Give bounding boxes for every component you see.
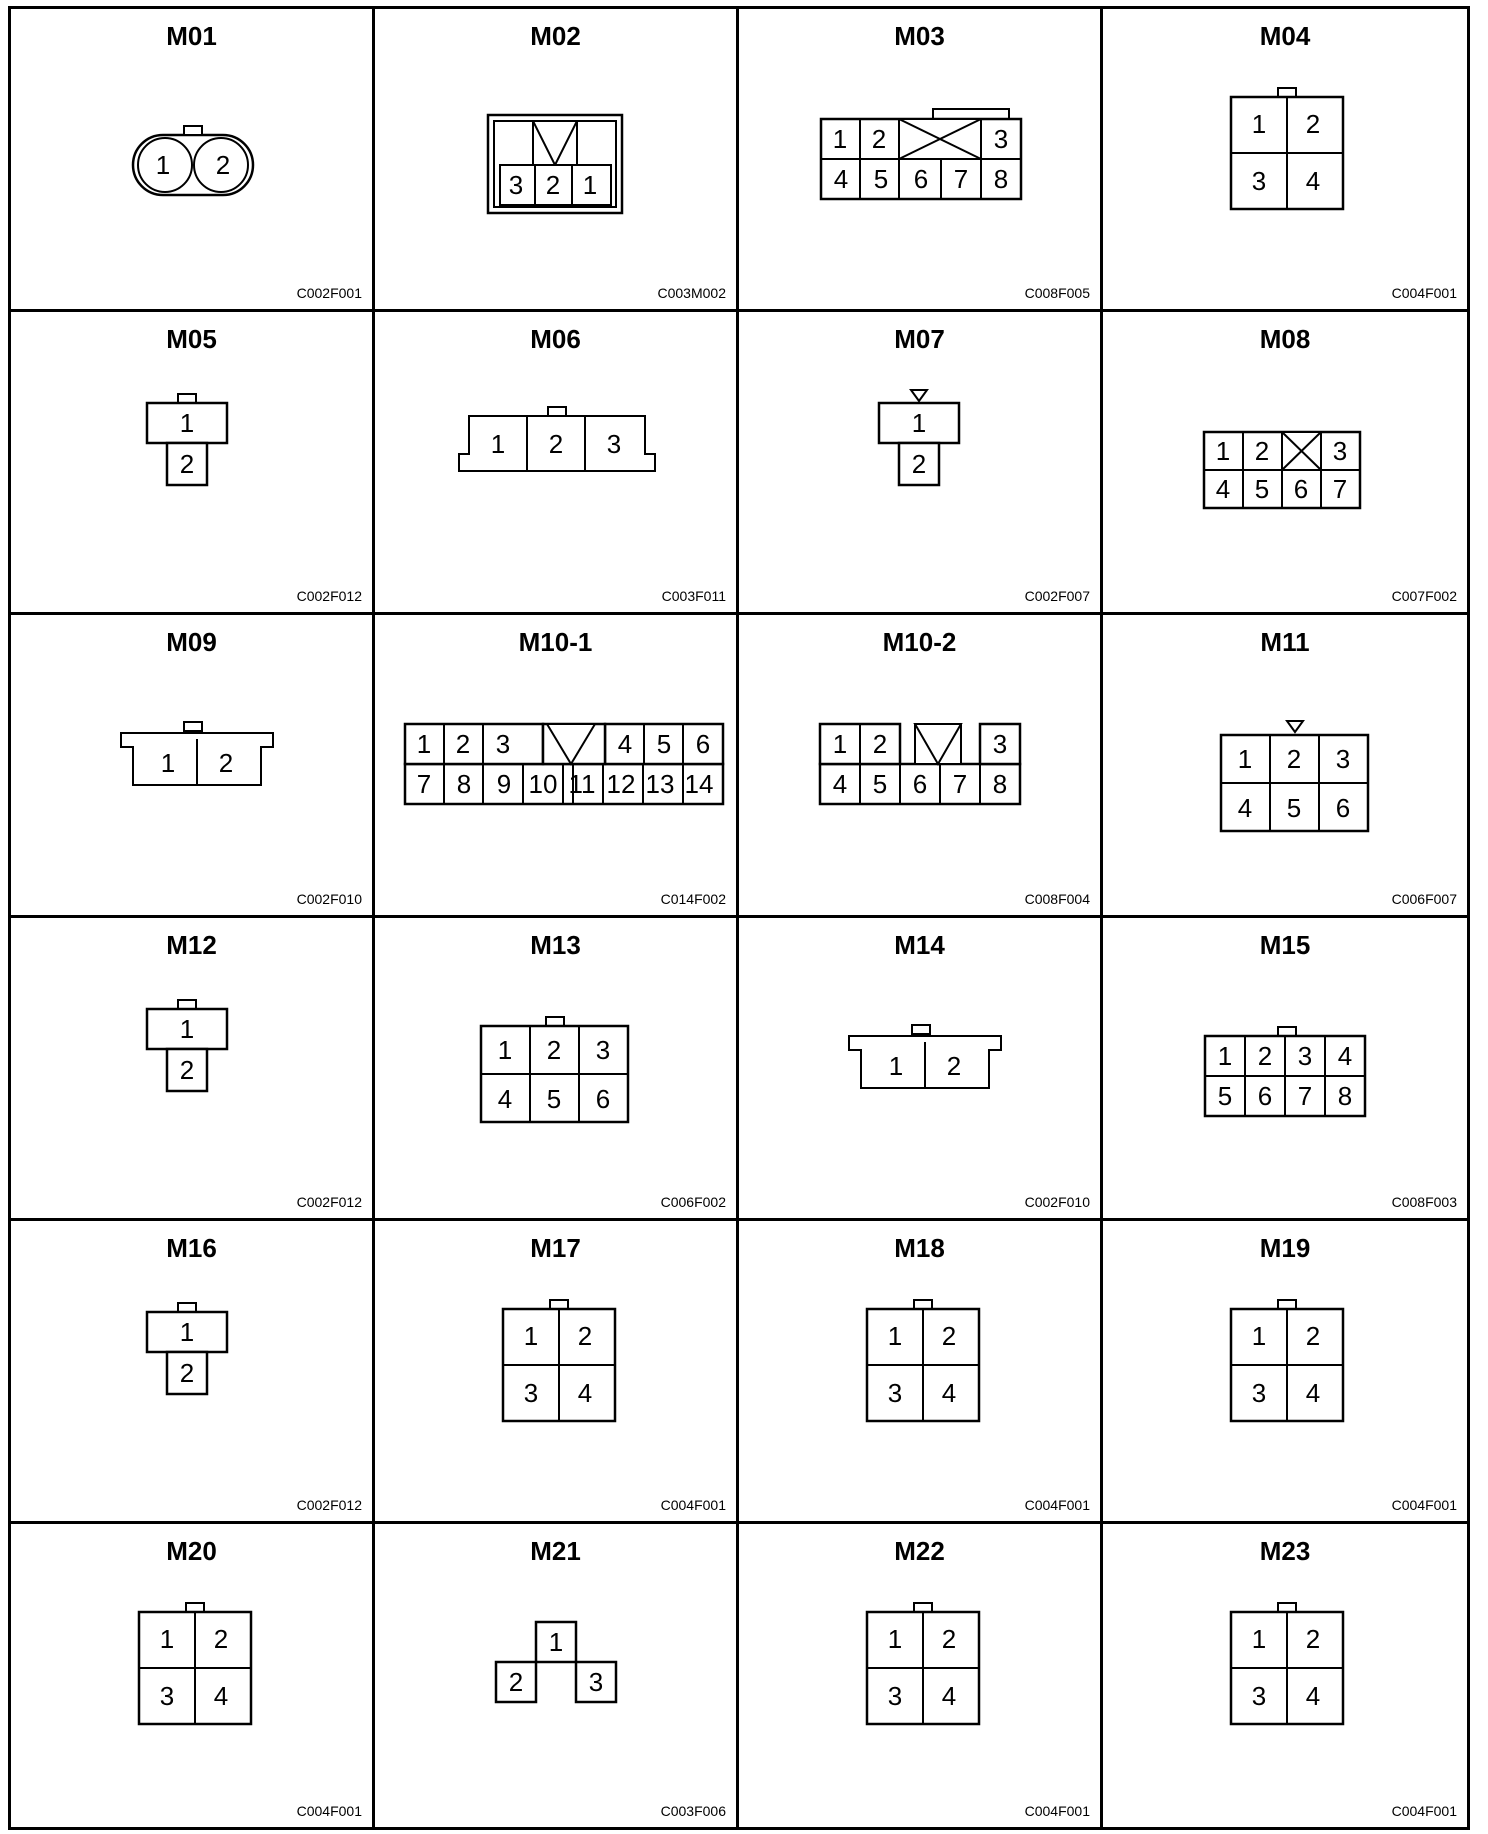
connector-face-diagram	[375, 1564, 735, 1764]
connector-part-code: C002F012	[296, 588, 362, 604]
pin-number: 1	[911, 408, 927, 438]
pin-number: 5	[1217, 1081, 1233, 1111]
pin-number: 1	[887, 1624, 903, 1654]
latch-tab	[184, 126, 202, 135]
connector-face-diagram	[11, 958, 371, 1158]
pin-number: 1	[416, 729, 432, 759]
pin-number: 4	[833, 164, 849, 194]
connector-part-code: C004F001	[660, 1497, 726, 1513]
pin-number: 2	[1286, 744, 1302, 774]
latch-triangle	[911, 390, 927, 401]
connector-cell-m03	[739, 9, 1103, 312]
pin-number: 4	[577, 1378, 593, 1408]
connector-face-diagram	[739, 1564, 1099, 1764]
pin-number: 3	[508, 170, 524, 200]
pin-number: 2	[1305, 1624, 1321, 1654]
connector-face-diagram	[1103, 1261, 1463, 1461]
connector-part-code: C007F002	[1391, 588, 1457, 604]
connector-cell-m19	[1103, 1221, 1467, 1524]
pin-number: 6	[595, 1084, 611, 1114]
pin-number: 3	[1332, 436, 1348, 466]
pin-number: 5	[546, 1084, 562, 1114]
pin-number: 4	[1215, 474, 1231, 504]
connector-face-diagram	[375, 958, 735, 1158]
pin-number: 7	[1332, 474, 1348, 504]
pin-number: 3	[887, 1378, 903, 1408]
pin-number: 8	[992, 769, 1008, 799]
pin-number: 2	[548, 429, 564, 459]
pin-number: 2	[911, 449, 927, 479]
connector-id: M23	[1259, 1536, 1311, 1566]
pin-number: 6	[1335, 793, 1351, 823]
pin-number: 3	[495, 729, 511, 759]
connector-id: M17	[530, 1233, 581, 1263]
pin-number: 13	[645, 769, 675, 799]
pin-number: 3	[1297, 1041, 1313, 1071]
latch-tab	[548, 407, 566, 416]
connector-face-diagram	[739, 49, 1099, 249]
pin-number: 3	[1335, 744, 1351, 774]
pin-number: 1	[490, 429, 506, 459]
latch-tab	[1278, 88, 1296, 97]
pin-number: 1	[179, 1014, 195, 1044]
pin-number: 2	[1257, 1041, 1273, 1071]
connector-face-diagram	[11, 1564, 371, 1764]
connector-face-diagram	[375, 49, 735, 249]
connector-id: M10-1	[518, 627, 593, 657]
pin-number: 4	[617, 729, 633, 759]
latch-tab	[914, 1603, 932, 1612]
connector-face-diagram	[375, 1261, 735, 1461]
connector-part-code: C004F001	[1391, 1803, 1457, 1819]
pin-number: 9	[496, 769, 512, 799]
pin-number: 2	[546, 1035, 562, 1065]
connector-part-code: C002F001	[296, 285, 362, 301]
connector-part-code: C002F012	[296, 1194, 362, 1210]
connector-cell-m10-2	[739, 615, 1103, 918]
connector-part-code: C014F002	[660, 891, 726, 907]
pin-number: 1	[1237, 744, 1253, 774]
pin-number: 1	[160, 748, 176, 778]
connector-cell-m12	[11, 918, 375, 1221]
pin-number: 5	[656, 729, 672, 759]
connector-id: M06	[530, 324, 581, 354]
connector-cell-m08	[1103, 312, 1467, 615]
pin-number: 2	[946, 1051, 962, 1081]
pin-number: 3	[1251, 1378, 1267, 1408]
connector-part-code: C002F010	[296, 891, 362, 907]
pin-number: 1	[155, 150, 171, 180]
connector-face-diagram	[1103, 352, 1463, 552]
pin-number: 14	[684, 769, 714, 799]
connector-part-code: C002F010	[1024, 1194, 1090, 1210]
pin-number: 3	[588, 1667, 604, 1697]
pin-number: 6	[912, 769, 928, 799]
pin-number: 1	[1251, 109, 1267, 139]
pin-number: 5	[1286, 793, 1302, 823]
connector-cell-m11	[1103, 615, 1467, 918]
connector-part-code: C006F002	[660, 1194, 726, 1210]
pin-number: 2	[1305, 109, 1321, 139]
pin-number: 7	[952, 769, 968, 799]
pin-number: 1	[179, 408, 195, 438]
connector-id: M02	[530, 21, 581, 51]
pin-number: 4	[1305, 166, 1321, 196]
pin-number: 6	[695, 729, 711, 759]
pin-number: 1	[1215, 436, 1231, 466]
connector-id: M15	[1259, 930, 1311, 960]
connector-id: M09	[166, 627, 217, 657]
pin-number: 4	[941, 1378, 957, 1408]
pin-number: 2	[215, 150, 231, 180]
connector-cell-m04	[1103, 9, 1467, 312]
pin-number: 5	[1254, 474, 1270, 504]
connector-cell-m18	[739, 1221, 1103, 1524]
latch-tab	[178, 394, 196, 403]
pin-number: 3	[887, 1681, 903, 1711]
pin-number: 1	[159, 1624, 175, 1654]
connector-id: M13	[530, 930, 581, 960]
pin-number: 2	[179, 449, 195, 479]
pin-number: 1	[582, 170, 598, 200]
connector-cell-m05	[11, 312, 375, 615]
pin-number: 1	[497, 1035, 513, 1065]
pin-number: 4	[213, 1681, 229, 1711]
connector-cell-m23	[1103, 1524, 1467, 1827]
connector-cell-m21	[375, 1524, 739, 1827]
pin-number: 4	[1337, 1041, 1353, 1071]
connector-id: M12	[166, 930, 217, 960]
connector-id: M01	[166, 21, 217, 51]
connector-part-code: C006F007	[1391, 891, 1457, 907]
pin-number: 3	[523, 1378, 539, 1408]
latch-tab	[1278, 1603, 1296, 1612]
pin-number: 1	[523, 1321, 539, 1351]
connector-face-diagram	[739, 958, 1099, 1158]
pin-number: 2	[508, 1667, 524, 1697]
pin-number: 1	[1251, 1624, 1267, 1654]
pin-number: 1	[548, 1627, 564, 1657]
pin-number: 12	[606, 769, 636, 799]
connector-cell-m22	[739, 1524, 1103, 1827]
pin-number: 1	[832, 729, 848, 759]
connector-id: M08	[1259, 324, 1311, 354]
pin-number: 4	[497, 1084, 513, 1114]
latch-tab	[186, 1603, 204, 1612]
latch-tab	[914, 1300, 932, 1309]
connector-part-code: C004F001	[296, 1803, 362, 1819]
connector-id: M14	[894, 930, 945, 960]
connector-part-code: C004F001	[1391, 1497, 1457, 1513]
pin-number: 1	[1217, 1041, 1233, 1071]
connector-cell-m17	[375, 1221, 739, 1524]
connector-cell-m20	[11, 1524, 375, 1827]
pin-number: 4	[1305, 1378, 1321, 1408]
pin-number: 5	[872, 769, 888, 799]
connector-face-diagram	[1103, 655, 1463, 855]
connector-face-diagram	[11, 352, 371, 552]
pin-number: 5	[873, 164, 889, 194]
connector-grid	[8, 6, 1470, 1830]
connector-face-diagram	[739, 352, 1099, 552]
connector-id: M16	[166, 1233, 217, 1263]
pin-number: 1	[179, 1317, 195, 1347]
pin-number: 7	[1297, 1081, 1313, 1111]
connector-cell-m10-1	[375, 615, 739, 918]
connector-cell-m16	[11, 1221, 375, 1524]
connector-part-code: C004F001	[1024, 1803, 1090, 1819]
latch-triangle	[1287, 721, 1303, 732]
connector-cell-m09	[11, 615, 375, 918]
pin-number: 4	[832, 769, 848, 799]
pin-number: 1	[1251, 1321, 1267, 1351]
connector-cell-m02	[375, 9, 739, 312]
connector-part-code: C004F001	[1024, 1497, 1090, 1513]
pin-number: 2	[941, 1321, 957, 1351]
pin-number: 6	[1293, 474, 1309, 504]
pin-number: 2	[455, 729, 471, 759]
pin-number: 2	[577, 1321, 593, 1351]
pin-number: 1	[832, 124, 848, 154]
latch-tab	[1278, 1027, 1296, 1036]
connector-part-code: C003F011	[661, 588, 726, 604]
connector-part-code: C008F003	[1391, 1194, 1457, 1210]
pin-number: 2	[1254, 436, 1270, 466]
pin-number: 6	[913, 164, 929, 194]
connector-id: M03	[894, 21, 945, 51]
pin-number: 2	[871, 124, 887, 154]
pin-number: 3	[992, 729, 1008, 759]
pin-number: 3	[606, 429, 622, 459]
connector-id: M19	[1259, 1233, 1311, 1263]
pin-number: 2	[179, 1055, 195, 1085]
pin-number: 2	[941, 1624, 957, 1654]
connector-face-diagram	[739, 655, 1099, 855]
connector-part-code: C003F006	[660, 1803, 726, 1819]
pin-number: 7	[416, 769, 432, 799]
latch-tab	[912, 1025, 930, 1034]
connector-face-diagram	[1103, 1564, 1463, 1764]
connector-id: M05	[166, 324, 217, 354]
pin-number: 3	[993, 124, 1009, 154]
connector-id: M04	[1259, 21, 1311, 51]
connector-face-diagram	[739, 1261, 1099, 1461]
connector-face-diagram	[1103, 958, 1463, 1158]
connector-part-code: C002F012	[296, 1497, 362, 1513]
pin-number: 6	[1257, 1081, 1273, 1111]
connector-id: M22	[894, 1536, 945, 1566]
connector-id: M07	[894, 324, 945, 354]
pin-number: 8	[456, 769, 472, 799]
latch-tab	[546, 1017, 564, 1026]
pin-number: 2	[872, 729, 888, 759]
latch-tab	[1278, 1300, 1296, 1309]
connector-cell-m15	[1103, 918, 1467, 1221]
pin-number: 3	[1251, 166, 1267, 196]
connector-id: M18	[894, 1233, 945, 1263]
pin-number: 1	[888, 1051, 904, 1081]
pin-number: 1	[887, 1321, 903, 1351]
connector-cell-m01	[11, 9, 375, 312]
connector-face-diagram	[1103, 49, 1463, 249]
connector-face-diagram	[11, 1261, 371, 1461]
pin-number: 11	[568, 769, 596, 799]
pin-number: 2	[218, 748, 234, 778]
connector-part-code: C002F007	[1024, 588, 1090, 604]
pin-number: 4	[1237, 793, 1253, 823]
connector-part-code: C003M002	[657, 285, 726, 301]
connector-cell-m13	[375, 918, 739, 1221]
latch-tab	[933, 109, 1009, 119]
pin-number: 7	[953, 164, 969, 194]
connector-id: M21	[530, 1536, 581, 1566]
latch-tab	[178, 1303, 196, 1312]
pin-number: 10	[528, 769, 558, 799]
connector-face-diagram	[11, 655, 371, 855]
connector-id: M11	[1260, 627, 1310, 657]
connector-cell-m06	[375, 312, 739, 615]
connector-id: M10-2	[882, 627, 957, 657]
pin-number: 8	[993, 164, 1009, 194]
connector-face-diagram	[375, 352, 735, 552]
connector-part-code: C004F001	[1391, 285, 1457, 301]
connector-face-diagram	[11, 49, 371, 249]
pin-number: 8	[1337, 1081, 1353, 1111]
pin-number: 4	[1305, 1681, 1321, 1711]
pin-number: 2	[213, 1624, 229, 1654]
connector-part-code: C008F004	[1024, 891, 1090, 907]
connector-face-diagram	[375, 655, 735, 855]
connector-id: M20	[166, 1536, 217, 1566]
connector-part-code: C008F005	[1024, 285, 1090, 301]
pin-number: 3	[159, 1681, 175, 1711]
pin-number: 2	[1305, 1321, 1321, 1351]
pin-number: 3	[1251, 1681, 1267, 1711]
pin-number: 4	[941, 1681, 957, 1711]
latch-tab	[550, 1300, 568, 1309]
connector-cell-m14	[739, 918, 1103, 1221]
latch-tab	[178, 1000, 196, 1009]
pin-number: 2	[545, 170, 561, 200]
latch-tab	[184, 722, 202, 731]
pin-number: 3	[595, 1035, 611, 1065]
connector-cell-m07	[739, 312, 1103, 615]
pin-number: 2	[179, 1358, 195, 1388]
